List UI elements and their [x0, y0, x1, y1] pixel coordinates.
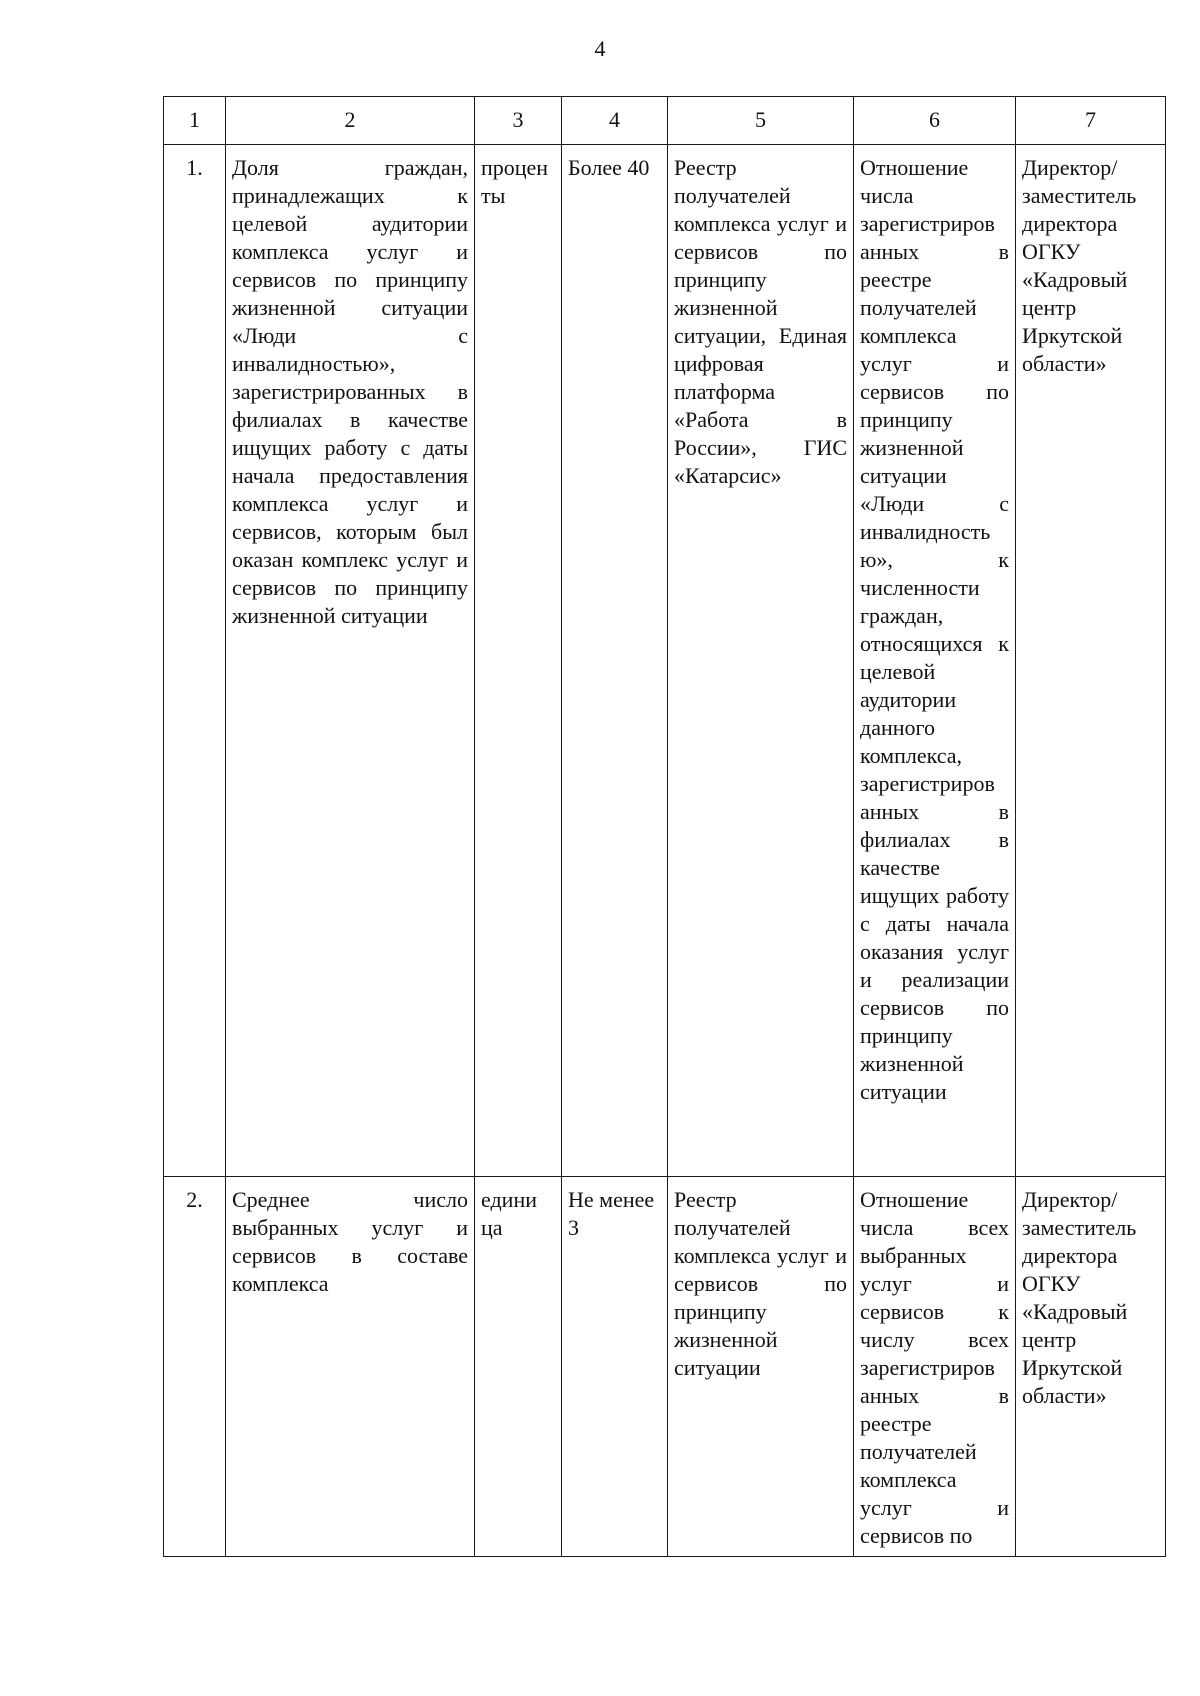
- value-text: Более 40: [568, 155, 650, 180]
- indicators-table: [163, 96, 1166, 1557]
- row-number-cell: [164, 1177, 226, 1557]
- unit-cell: [475, 1177, 562, 1557]
- method-cell: [854, 1177, 1016, 1557]
- table-row: [164, 1177, 1166, 1557]
- indicator-cell: [226, 145, 475, 1177]
- source-cell: [668, 145, 854, 1177]
- value-text: Не менее 3: [568, 1187, 655, 1240]
- responsible-cell: [1016, 1177, 1166, 1557]
- value-cell: [562, 1177, 668, 1557]
- indicator-text: Среднее число выбранных услуг и сервисов в составе комплекса: [232, 1187, 468, 1296]
- value-cell: [562, 145, 668, 1177]
- unit-cell: [475, 145, 562, 1177]
- header-cell: 3: [475, 97, 562, 145]
- indicator-text: Доля граждан, принадлежащих к целевой аудитории комплекса услуг и сервисов по принципу жизненной ситуации «Люди с инвалидностью», зарегистрированных в филиалах в качестве ищущих работу с даты начала предоставления комплекса услуг и сервисов, которым был оказан комплекс услуг и сервисов по принципу жизненной ситуации: [232, 155, 468, 628]
- indicator-cell: [226, 1177, 475, 1557]
- header-cell: 4: [562, 97, 668, 145]
- unit-text: едини ца: [481, 1187, 537, 1240]
- row-number: 1.: [186, 155, 203, 180]
- row-number: 2.: [186, 1187, 203, 1212]
- header-cell: 1: [164, 97, 226, 145]
- row-number-cell: [164, 145, 226, 1177]
- header-cell: 2: [226, 97, 475, 145]
- unit-text: процен ты: [481, 155, 549, 208]
- responsible-text: Директор/ заместитель директора ОГКУ «Кадровый центр Иркутской области»: [1022, 1187, 1137, 1408]
- method-text: Отношение числа зарегистриров анных в реестре получателей комплекса услуг и сервисов по принципу жизненной ситуации «Люди с инвалидность ю», к численности граждан, относящихся к целевой аудитории данного комплекса, зарегистриров анных в филиалах в качестве ищущих работу с даты начала оказания услуг и реализации сервисов по принципу жизненной ситуации: [860, 155, 1009, 1104]
- method-text: Отношение числа всех выбранных услуг и сервисов к числу всех зарегистриров анных в реестре получателей комплекса услуг и сервисов по: [860, 1187, 1009, 1548]
- source-cell: [668, 1177, 854, 1557]
- page-number: 4: [594, 36, 606, 61]
- responsible-text: Директор/ заместитель директора ОГКУ «Кадровый центр Иркутской области»: [1022, 155, 1137, 376]
- table-header-row: [164, 97, 1166, 145]
- header-cell: 7: [1016, 97, 1166, 145]
- source-text: Реестр получателей комплекса услуг и сервисов по принципу жизненной ситуации, Единая цифровая платформа «Работа в России», ГИС «Катарсис»: [674, 155, 847, 488]
- method-cell: [854, 145, 1016, 1177]
- responsible-cell: [1016, 145, 1166, 1177]
- table-row: [164, 145, 1166, 1177]
- header-cell: 6: [854, 97, 1016, 145]
- header-cell: 5: [668, 97, 854, 145]
- source-text: Реестр получателей комплекса услуг и сервисов по принципу жизненной ситуации: [674, 1187, 847, 1380]
